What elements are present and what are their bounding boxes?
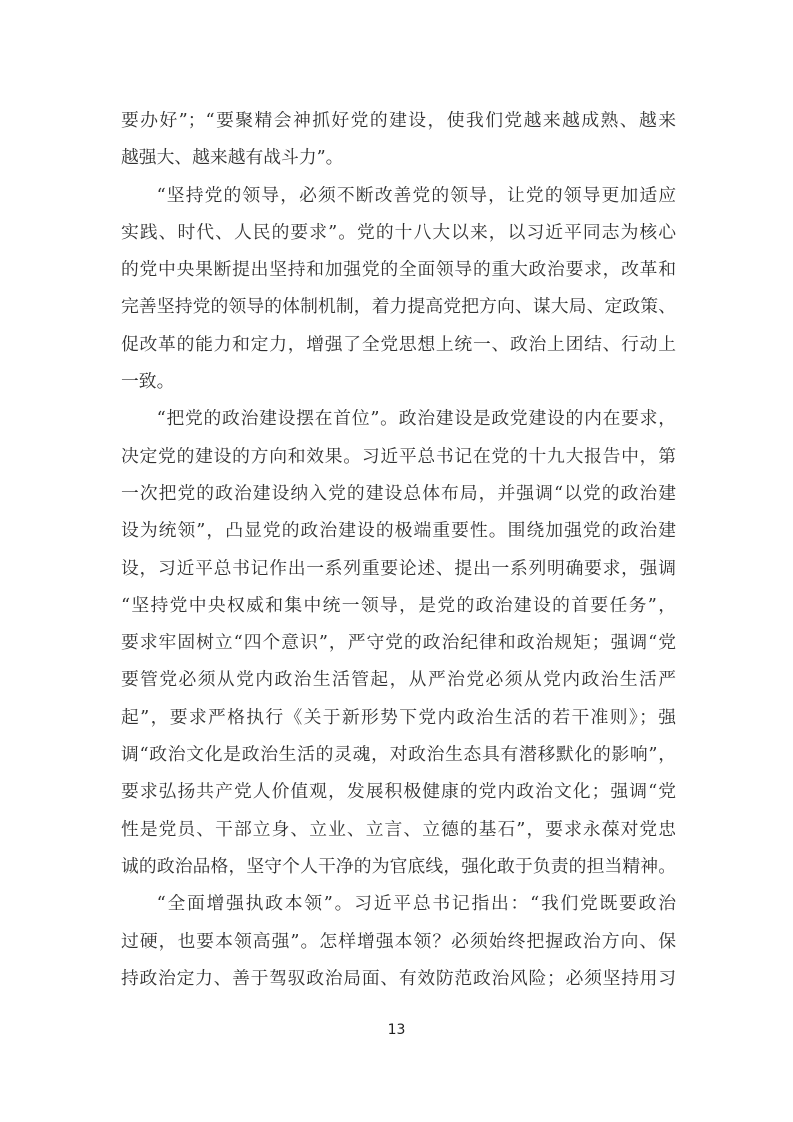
text-block [121, 102, 676, 997]
text-line: 越强大、越来越有战斗力”。 [121, 147, 344, 169]
text-line: 要求弘扬共产党人价值观，发展积极健康的党内政治文化；强调“党 [121, 781, 676, 803]
page-number: 13 [387, 1022, 406, 1038]
text-line: “全面增强执政本领”。习近平总书记指出：“我们党既要政治 [156, 893, 676, 915]
text-line: “坚持党中央权威和集中统一领导，是党的政治建设的首要任务”， [121, 594, 676, 616]
text-line: 的党中央果断提出坚持和加强党的全面领导的重大政治要求，改革和 [121, 259, 676, 281]
text-line: 实践、时代、人民的要求”。党的十八大以来，以习近平同志为核心 [121, 221, 676, 243]
text-line: 设为统领”，凸显党的政治建设的极端重要性。围绕加强党的政治建 [121, 520, 676, 542]
text-line: 完善坚持党的领导的体制机制，着力提高党把方向、谋大局、定政策、 [121, 296, 676, 318]
text-line: 决定党的建设的方向和效果。习近平总书记在党的十九大报告中，第 [121, 445, 676, 467]
text-line: 持政治定力、善于驾驭政治局面、有效防范政治风险；必须坚持用习 [121, 967, 676, 989]
text-line: 要管党必须从党内政治生活管起，从严治党必须从党内政治生活严 [121, 669, 676, 691]
text-line: 调“政治文化是政治生活的灵魂，对政治生态具有潜移默化的影响”， [121, 744, 676, 766]
text-line: 要求牢固树立“四个意识”，严守党的政治纪律和政治规矩；强调“党 [121, 632, 676, 654]
text-line: 一次把党的政治建设纳入党的建设总体布局，并强调“以党的政治建 [121, 482, 676, 504]
text-line: 一致。 [121, 371, 175, 393]
text-line: 设，习近平总书记作出一系列重要论述、提出一系列明确要求，强调 [121, 557, 676, 579]
text-line: 诚的政治品格，坚守个人干净的为官底线，强化敢于负责的担当精神。 [121, 855, 676, 877]
text-line: 起”，要求严格执行《关于新形势下党内政治生活的若干准则》；强 [121, 706, 676, 728]
text-line: “把党的政治建设摆在首位”。政治建设是政党建设的内在要求， [156, 408, 676, 430]
text-line: 性是党员、干部立身、立业、立言、立德的基石”，要求永葆对党忠 [121, 818, 676, 840]
text-line: “坚持党的领导，必须不断改善党的领导，让党的领导更加适应 [156, 184, 676, 206]
text-line: 要办好”；“要聚精会神抓好党的建设，使我们党越来越成熟、越来 [121, 110, 676, 131]
text-line: 过硬，也要本领高强”。怎样增强本领？必须始终把握政治方向、保 [121, 930, 676, 952]
text-line: 促改革的能力和定力，增强了全党思想上统一、政治上团结、行动上 [121, 333, 676, 355]
